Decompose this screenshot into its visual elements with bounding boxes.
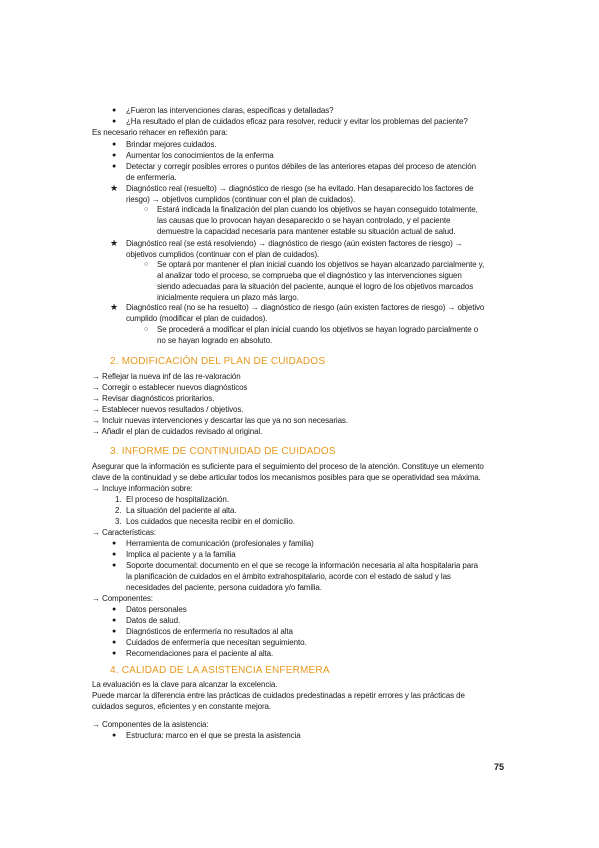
reflexion-intro: Es necesario rehacer en reflexión para:	[92, 128, 228, 137]
star-item-cont: riesgo) → objetivos cumplidos (continuar con el plan de cuidados).	[126, 195, 356, 204]
section-2-item: → Añadir el plan de cuidados revisado al original.	[92, 427, 263, 436]
star-item-cont: cumplido (modificar el plan de cuidados).	[126, 314, 268, 323]
star-sub: las causas que lo provocan hayan desaparecido o se hayan controlado, y el paciente	[157, 216, 451, 225]
number-label: 3.	[115, 517, 122, 526]
star-item: Diagnóstico real (no se ha resuelto) → diagnóstico de riesgo (aún existen factores de riesgo) → objetivo	[126, 303, 485, 312]
star-icon: ★	[110, 238, 119, 248]
number-label: 1.	[115, 495, 122, 504]
componentes-label: → Componentes:	[92, 594, 153, 603]
reflexion-item-cont: de enfermería.	[126, 173, 177, 182]
bullet-icon: ●	[112, 540, 117, 547]
bullet-icon: ●	[112, 562, 117, 569]
star-icon: ★	[110, 183, 119, 193]
section-3-intro: Asegurar que la información es suficiente para el seguimiento del proceso de la atención. Constituye un elemento	[92, 462, 484, 471]
caracteristicas-item: Soporte documental: documento en el que se recoge la información necesaria al alta hospitalaria para	[126, 561, 479, 570]
caracteristicas-item: Implica al paciente y a la familia	[126, 550, 236, 559]
bullet-icon: ●	[112, 163, 117, 170]
caracteristicas-label: → Características:	[92, 528, 156, 537]
componentes-item: Cuidados de enfermería que necesitan seguimiento.	[126, 638, 307, 647]
bullet-icon: ●	[112, 639, 117, 646]
componentes-asistencia-label: → Componentes de la asistencia:	[92, 720, 209, 729]
star-item-cont: objetivos cumplidos (continuar con el plan de cuidados).	[126, 250, 320, 259]
bullet-icon: ●	[112, 606, 117, 613]
bullet-icon: ●	[112, 551, 117, 558]
star-sub: Se procederá a modificar el plan inicial cuando los objetivos se hayan logrado parcialmente o	[157, 325, 479, 334]
bullet-icon: ●	[112, 732, 117, 739]
incluye-item: Los cuidados que necesita recibir en el domicilio.	[126, 517, 295, 526]
circle-bullet-icon: ○	[144, 326, 149, 333]
bullet-icon: ●	[112, 628, 117, 635]
section-3-title: 3. INFORME DE CONTINUIDAD DE CUIDADOS	[110, 446, 336, 457]
caracteristicas-item-cont: la planificación de cuidados en el ámbito extrahospitalario, acorde con el estado de salud y las	[126, 572, 451, 581]
section-2-item: → Establecer nuevos resultados / objetivos.	[92, 405, 244, 414]
star-sub: Estará indicada la finalización del plan cuando los objetivos se hayan conseguido totalmente,	[157, 205, 478, 214]
section-3-intro: clave de la continuidad y se debe articular todos los mecanismos posibles para que se operatividad sea máxima.	[92, 473, 481, 482]
star-item: Diagnóstico real (resuelto) → diagnóstico de riesgo (se ha evitado. Han desaparecido los factores de	[126, 184, 474, 193]
incluye-label: → Incluye información sobre:	[92, 484, 193, 493]
incluye-item: El proceso de hospitalización.	[126, 495, 229, 504]
section-4-title: 4. CALIDAD DE LA ASISTENCIA ENFERMERA	[110, 665, 330, 676]
star-icon: ★	[110, 302, 119, 312]
componentes-item: Diagnósticos de enfermería no resultados al alta	[126, 627, 293, 636]
bullet-icon: ●	[112, 118, 117, 125]
section-2-title: 2. MODIFICACIÓN DEL PLAN DE CUIDADOS	[110, 356, 326, 367]
componentes-asistencia-item: Estructura: marco en el que se presta la asistencia	[126, 731, 301, 740]
reflexion-item: Brindar mejores cuidados.	[126, 140, 217, 149]
star-item: Diagnóstico real (se está resolviendo) → diagnóstico de riesgo (aún existen factores de riesgo) →	[126, 239, 463, 248]
section-4-intro: Puede marcar la diferencia entre las prácticas de cuidados predestinadas a repetir errores y las prácticas de	[92, 691, 465, 700]
page-number: 75	[494, 762, 505, 772]
componentes-item: Datos personales	[126, 605, 187, 614]
circle-bullet-icon: ○	[144, 261, 149, 268]
top-item: ¿Fueron las intervenciones claras, especificas y detalladas?	[126, 106, 334, 115]
star-sub: al analizar todo el proceso, se comprueba que el diagnóstico y las intervenciones siguen	[157, 271, 462, 280]
bullet-icon: ●	[112, 617, 117, 624]
circle-bullet-icon: ○	[144, 206, 149, 213]
caracteristicas-item: Herramienta de comunicación (profesionales y familia)	[126, 539, 314, 548]
star-sub: demuestre la capacidad necesaria para mantener estable su situación actual de salud.	[157, 227, 456, 236]
bullet-icon: ●	[112, 650, 117, 657]
reflexion-item: Detectar y corregir posibles errores o puntos débiles de las anteriores etapas del proceso de atención	[126, 162, 477, 171]
number-label: 2.	[115, 506, 122, 515]
star-sub: no se hayan logrado en absoluto.	[157, 336, 273, 345]
section-2-item: → Incluir nuevas intervenciones y descartar las que ya no son necesarias.	[92, 416, 348, 425]
section-2-item: → Reflejar la nueva inf de las re-valoración	[92, 372, 241, 381]
star-sub: Se optará por mantener el plan inicial cuando los objetivos se hayan alcanzado parcialmente y,	[157, 260, 485, 269]
section-2-item: → Revisar diagnósticos prioritarios.	[92, 394, 215, 403]
section-4-intro: La evaluación es la clave para alcanzar la excelencia.	[92, 680, 278, 689]
section-4-intro: cuidados seguros, eficientes y en constante mejora.	[92, 702, 272, 711]
top-item: ¿Ha resultado el plan de cuidados eficaz para resolver, reducir y evitar los problemas del paciente?	[126, 117, 468, 126]
section-2-item: → Corregir o establecer nuevos diagnósticos	[92, 383, 248, 392]
bullet-icon: ●	[112, 152, 117, 159]
bullet-icon: ●	[112, 107, 117, 114]
reflexion-item: Aumentar los conocimientos de la enferma	[126, 151, 274, 160]
incluye-item: La situación del paciente al alta.	[126, 506, 237, 515]
componentes-item: Datos de salud.	[126, 616, 181, 625]
star-sub: siendo adecuadas para la situación del paciente, aunque el logro de los objetivos marcados	[157, 282, 474, 291]
caracteristicas-item-cont: necesidades del paciente, persona cuidadora y/o familia.	[126, 583, 322, 592]
componentes-item: Recomendaciones para el paciente al alta.	[126, 649, 274, 658]
bullet-icon: ●	[112, 141, 117, 148]
star-sub: inicialmente requiera un plazo más largo.	[157, 293, 299, 302]
